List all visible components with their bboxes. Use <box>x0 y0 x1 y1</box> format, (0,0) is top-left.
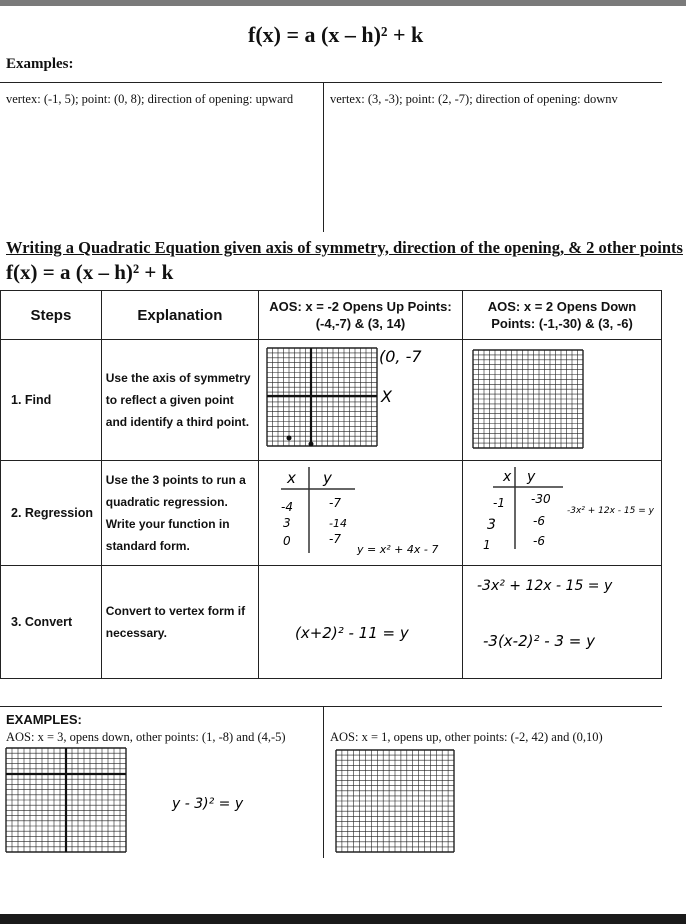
header-aos-1-line2: (-4,-7) & (3, 14) <box>315 316 406 331</box>
handwritten-equation: y = x² + 4x - 7 <box>356 543 439 556</box>
handwritten-x-value: 0 <box>282 534 291 548</box>
step-explanation: Convert to vertex form if necessary. <box>101 566 258 679</box>
graph-grid <box>4 746 304 858</box>
divider <box>0 706 662 707</box>
graph-grid <box>259 340 462 460</box>
handwritten-y-value: -7 <box>328 532 341 546</box>
handwritten-equation: -3(x-2)² - 3 = y <box>482 632 595 650</box>
handwritten-x-head: x <box>502 469 512 485</box>
step-explanation: Use the axis of symmetry to reflect a given point and identify a third point. <box>101 340 258 461</box>
examples-label: Examples: <box>6 56 74 72</box>
handwritten-x-value: 3 <box>282 516 291 530</box>
handwritten-equation: -3x² + 12x - 15 = y <box>566 506 654 516</box>
handwritten-equation: y - 3)² = y <box>172 796 244 812</box>
handwritten-x-head: x <box>286 469 296 487</box>
handwritten-vertex-form <box>259 566 462 678</box>
graph-cell <box>258 340 462 461</box>
handwritten-x-value: -1 <box>492 496 505 510</box>
section-formula: f(x) = a (x – h)² + k <box>6 260 174 284</box>
divider <box>323 706 324 858</box>
divider <box>323 82 324 232</box>
header-aos-2-line2: Points: (-1,-30) & (3, -6) <box>491 316 633 331</box>
handwritten-table <box>259 461 462 565</box>
example-text: AOS: x = 3, opens down, other points: (1, -8) and (4,-5) <box>6 730 286 744</box>
handwritten-y-value: -6 <box>532 514 545 528</box>
handwritten-y-value: -7 <box>328 496 341 510</box>
header-explanation: Explanation <box>101 291 258 340</box>
handwritten-equation: (x+2)² - 11 = y <box>294 624 409 642</box>
graph-cell <box>462 340 661 461</box>
handwritten-y-value: -14 <box>328 517 347 530</box>
handwritten-x-value: 3 <box>486 517 496 533</box>
graph-grid <box>463 340 661 460</box>
steps-table <box>0 290 662 679</box>
handwritten-y-head: y <box>322 469 332 487</box>
handwritten-work <box>462 566 661 679</box>
handwritten-x-value: -4 <box>280 500 293 514</box>
page-title-formula: f(x) = a (x – h)² + k <box>248 22 424 47</box>
handwritten-x-value: 1 <box>482 538 491 552</box>
header-aos-1-line1: AOS: x = -2 Opens Up Points: <box>269 299 452 314</box>
handwritten-table <box>463 461 661 565</box>
handwritten-work <box>258 461 462 566</box>
example-text: vertex: (-1, 5); point: (0, 8); direction of opening: upward <box>6 92 294 106</box>
example-text: AOS: x = 1, opens up, other points: (-2, 42) and (0,10) <box>330 730 603 744</box>
examples-label: EXAMPLES: <box>6 712 82 727</box>
step-label: 2. Regression <box>1 461 102 566</box>
handwritten-vertex-form <box>463 566 661 678</box>
step-explanation: Use the 3 points to run a quadratic regression. Write your function in standard form. <box>101 461 258 566</box>
example-text: vertex: (3, -3); point: (2, -7); direction of opening: downv <box>330 92 618 106</box>
bottom-bar <box>0 914 686 924</box>
header-aos-2 <box>462 291 661 340</box>
handwritten-y-value: -6 <box>532 534 545 548</box>
step-label: 3. Convert <box>1 566 102 679</box>
handwritten-y-head: y <box>526 469 536 485</box>
section-title: Writing a Quadratic Equation given axis of symmetry, direction of the opening, & 2 other points <box>6 238 683 257</box>
handwritten-work <box>462 461 661 566</box>
top-bar <box>0 0 686 6</box>
graph-grid <box>334 748 458 856</box>
handwritten-point: (0, -7 <box>378 347 422 366</box>
header-steps: Steps <box>1 291 102 340</box>
header-aos-1 <box>258 291 462 340</box>
divider <box>0 82 662 83</box>
handwritten-equation: -3x² + 12x - 15 = y <box>476 578 613 594</box>
handwritten-work <box>258 566 462 679</box>
handwritten-y-value: -30 <box>530 492 551 506</box>
header-aos-2-line1: AOS: x = 2 Opens Down <box>487 299 637 314</box>
step-label: 1. Find <box>1 340 102 461</box>
handwritten-x: X <box>380 387 392 406</box>
